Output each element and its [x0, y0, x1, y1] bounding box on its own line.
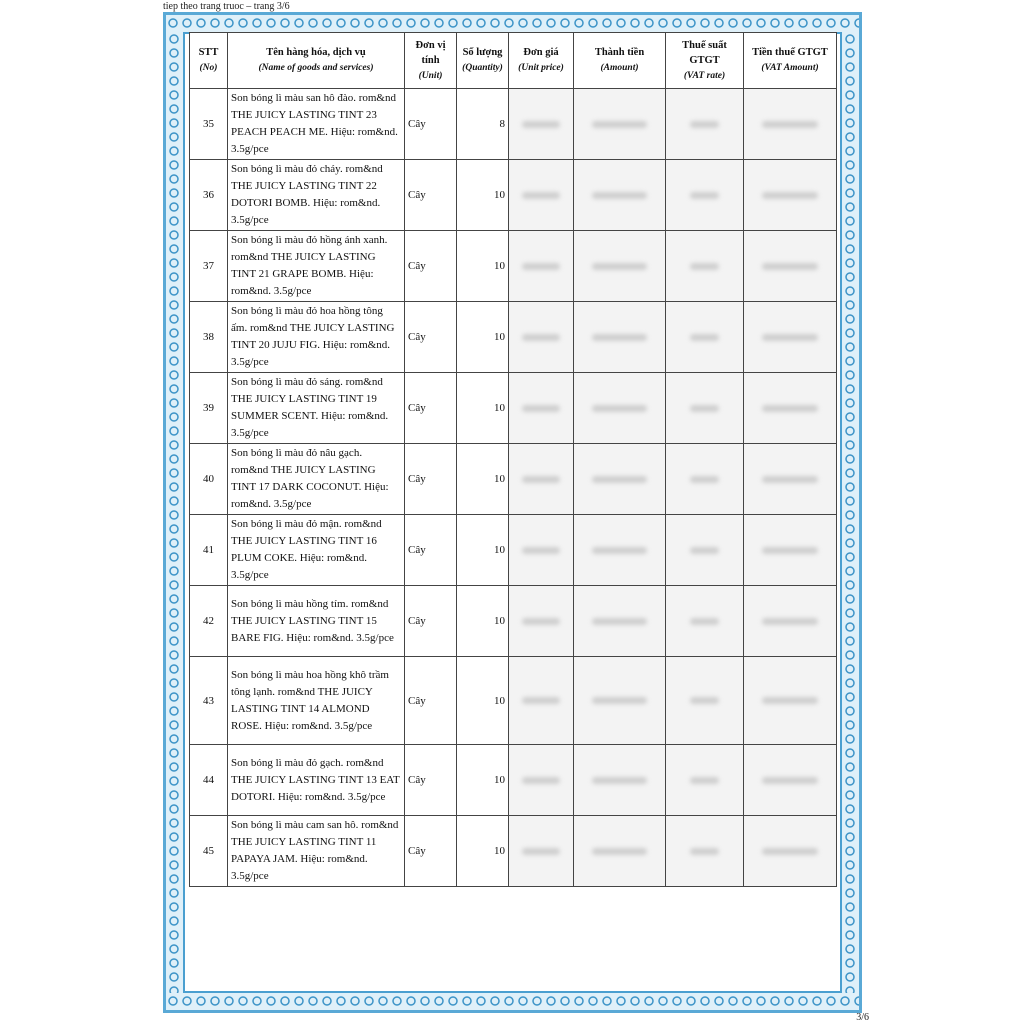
redacted-value — [690, 192, 718, 199]
redacted-value — [762, 547, 818, 554]
redacted-value — [592, 618, 647, 625]
table-row — [190, 231, 837, 302]
vat-amount-redacted — [744, 816, 837, 887]
redacted-value — [762, 618, 818, 625]
item-unit: Cây — [405, 231, 457, 302]
table-row — [190, 89, 837, 160]
vat-rate-redacted — [666, 657, 744, 745]
unit-price-redacted — [509, 586, 574, 657]
redacted-value — [690, 121, 718, 128]
item-name: Son bóng lì màu đỏ nâu gạch. rom&nd THE JUICY LASTING TINT 17 DARK COCONUT. Hiệu: rom&nd. 3.5g/pce — [228, 444, 405, 515]
table-row — [190, 816, 837, 887]
vat-rate-redacted — [666, 515, 744, 586]
table-row — [190, 657, 837, 745]
redacted-value — [522, 547, 560, 554]
redacted-value — [592, 334, 647, 341]
amount-redacted — [574, 89, 666, 160]
table-row — [190, 160, 837, 231]
col-header-quantity: Số lượng (Quantity) — [457, 33, 509, 89]
amount-redacted — [574, 586, 666, 657]
amount-redacted — [574, 160, 666, 231]
col-header-unit-price: Đơn giá (Unit price) — [509, 33, 574, 89]
unit-price-redacted — [509, 745, 574, 816]
redacted-value — [522, 334, 560, 341]
redacted-value — [690, 618, 718, 625]
item-name: Son bóng lì màu đỏ hoa hồng tông ấm. rom&nd THE JUICY LASTING TINT 20 JUJU FIG. Hiệu: rom&nd. 3.5g/pce — [228, 302, 405, 373]
redacted-value — [762, 697, 818, 704]
redacted-value — [762, 192, 818, 199]
ornament-band-left — [166, 32, 185, 993]
vat-rate-redacted — [666, 745, 744, 816]
item-name: Son bóng lì màu cam san hô. rom&nd THE JUICY LASTING TINT 11 PAPAYA JAM. Hiệu: rom&nd. 3.5g/pce — [228, 816, 405, 887]
row-number: 37 — [190, 231, 228, 302]
unit-price-redacted — [509, 231, 574, 302]
item-name: Son bóng lì màu hoa hồng khô trầm tông lạnh. rom&nd THE JUICY LASTING TINT 14 ALMOND ROSE. Hiệu: rom&nd. 3.5g/pce — [228, 657, 405, 745]
unit-price-redacted — [509, 373, 574, 444]
redacted-value — [522, 848, 560, 855]
amount-redacted — [574, 231, 666, 302]
redacted-value — [522, 121, 560, 128]
redacted-value — [690, 476, 718, 483]
redacted-value — [522, 405, 560, 412]
amount-redacted — [574, 373, 666, 444]
row-number: 38 — [190, 302, 228, 373]
redacted-value — [592, 697, 647, 704]
item-unit: Cây — [405, 373, 457, 444]
vat-rate-redacted — [666, 586, 744, 657]
row-number: 39 — [190, 373, 228, 444]
item-quantity: 10 — [457, 302, 509, 373]
table-row — [190, 444, 837, 515]
col-header-amount: Thành tiền (Amount) — [574, 33, 666, 89]
table-row — [190, 745, 837, 816]
redacted-value — [522, 263, 560, 270]
vat-rate-redacted — [666, 160, 744, 231]
item-quantity: 8 — [457, 89, 509, 160]
table-header-row — [190, 33, 837, 89]
redacted-value — [690, 405, 718, 412]
vat-amount-redacted — [744, 657, 837, 745]
table-row — [190, 515, 837, 586]
item-quantity: 10 — [457, 816, 509, 887]
unit-price-redacted — [509, 444, 574, 515]
table-row — [190, 373, 837, 444]
vat-rate-redacted — [666, 444, 744, 515]
redacted-value — [522, 618, 560, 625]
redacted-value — [690, 547, 718, 554]
item-quantity: 10 — [457, 373, 509, 444]
item-unit: Cây — [405, 515, 457, 586]
vat-amount-redacted — [744, 231, 837, 302]
unit-price-redacted — [509, 515, 574, 586]
redacted-value — [690, 263, 718, 270]
redacted-value — [522, 697, 560, 704]
redacted-value — [690, 848, 718, 855]
redacted-value — [592, 848, 647, 855]
item-name: Son bóng lì màu đỏ cháy. rom&nd THE JUICY LASTING TINT 22 DOTORI BOMB. Hiệu: rom&nd. 3.5g/pce — [228, 160, 405, 231]
redacted-value — [592, 777, 647, 784]
ornament-band-bottom — [166, 991, 859, 1010]
vat-amount-redacted — [744, 373, 837, 444]
table-row — [190, 586, 837, 657]
row-number: 43 — [190, 657, 228, 745]
amount-redacted — [574, 816, 666, 887]
vat-rate-redacted — [666, 373, 744, 444]
row-number: 44 — [190, 745, 228, 816]
item-quantity: 10 — [457, 586, 509, 657]
redacted-value — [690, 334, 718, 341]
col-header-name: Tên hàng hóa, dịch vụ (Name of goods and services) — [228, 33, 405, 89]
item-unit: Cây — [405, 586, 457, 657]
item-name: Son bóng lì màu hồng tím. rom&nd THE JUICY LASTING TINT 15 BARE FIG. Hiệu: rom&nd. 3.5g/pce — [228, 586, 405, 657]
redacted-value — [522, 476, 560, 483]
vat-rate-redacted — [666, 302, 744, 373]
col-header-vat-rate: Thuế suất GTGT (VAT rate) — [666, 33, 744, 89]
amount-redacted — [574, 745, 666, 816]
row-number: 35 — [190, 89, 228, 160]
vat-amount-redacted — [744, 160, 837, 231]
row-number: 41 — [190, 515, 228, 586]
redacted-value — [690, 697, 718, 704]
redacted-value — [762, 263, 818, 270]
page-number: 3/6 — [856, 1012, 869, 1023]
redacted-value — [592, 121, 647, 128]
item-unit: Cây — [405, 160, 457, 231]
vat-amount-redacted — [744, 302, 837, 373]
item-unit: Cây — [405, 302, 457, 373]
item-unit: Cây — [405, 444, 457, 515]
row-number: 36 — [190, 160, 228, 231]
ornament-band-right — [840, 32, 859, 993]
item-quantity: 10 — [457, 515, 509, 586]
vat-amount-redacted — [744, 515, 837, 586]
item-unit: Cây — [405, 657, 457, 745]
item-name: Son bóng lì màu san hô đào. rom&nd THE JUICY LASTING TINT 23 PEACH PEACH ME. Hiệu: rom&nd. 3.5g/pce — [228, 89, 405, 160]
row-number: 40 — [190, 444, 228, 515]
amount-redacted — [574, 657, 666, 745]
item-name: Son bóng lì màu đỏ mận. rom&nd THE JUICY LASTING TINT 16 PLUM COKE. Hiệu: rom&nd. 3.5g/pce — [228, 515, 405, 586]
row-number: 42 — [190, 586, 228, 657]
redacted-value — [522, 777, 560, 784]
item-unit: Cây — [405, 816, 457, 887]
amount-redacted — [574, 444, 666, 515]
redacted-value — [592, 476, 647, 483]
redacted-value — [762, 121, 818, 128]
redacted-value — [592, 263, 647, 270]
redacted-value — [762, 777, 818, 784]
amount-redacted — [574, 515, 666, 586]
vat-amount-redacted — [744, 745, 837, 816]
redacted-value — [762, 848, 818, 855]
redacted-value — [592, 547, 647, 554]
item-name: Son bóng lì màu đỏ hồng ánh xanh. rom&nd THE JUICY LASTING TINT 21 GRAPE BOMB. Hiệu: rom&nd. 3.5g/pce — [228, 231, 405, 302]
invoice-items-table — [189, 32, 837, 887]
redacted-value — [690, 777, 718, 784]
item-unit: Cây — [405, 745, 457, 816]
redacted-value — [762, 405, 818, 412]
vat-amount-redacted — [744, 444, 837, 515]
col-header-no: STT (No) — [190, 33, 228, 89]
vat-rate-redacted — [666, 816, 744, 887]
item-quantity: 10 — [457, 657, 509, 745]
item-name: Son bóng lì màu đỏ sáng. rom&nd THE JUICY LASTING TINT 19 SUMMER SCENT. Hiệu: rom&nd. 3.5g/pce — [228, 373, 405, 444]
unit-price-redacted — [509, 89, 574, 160]
redacted-value — [762, 476, 818, 483]
unit-price-redacted — [509, 160, 574, 231]
redacted-value — [592, 192, 647, 199]
item-name: Son bóng lì màu đỏ gạch. rom&nd THE JUICY LASTING TINT 13 EAT DOTORI. Hiệu: rom&nd. 3.5g/pce — [228, 745, 405, 816]
item-quantity: 10 — [457, 231, 509, 302]
redacted-value — [592, 405, 647, 412]
vat-amount-redacted — [744, 89, 837, 160]
continuation-note: tiep theo trang truoc – trang 3/6 — [163, 1, 290, 12]
col-header-vat-amount: Tiền thuế GTGT (VAT Amount) — [744, 33, 837, 89]
unit-price-redacted — [509, 816, 574, 887]
row-number: 45 — [190, 816, 228, 887]
redacted-value — [522, 192, 560, 199]
amount-redacted — [574, 302, 666, 373]
unit-price-redacted — [509, 657, 574, 745]
table-row — [190, 302, 837, 373]
unit-price-redacted — [509, 302, 574, 373]
item-quantity: 10 — [457, 160, 509, 231]
vat-rate-redacted — [666, 231, 744, 302]
item-unit: Cây — [405, 89, 457, 160]
redacted-value — [762, 334, 818, 341]
vat-rate-redacted — [666, 89, 744, 160]
col-header-unit: Đơn vị tính (Unit) — [405, 33, 457, 89]
item-quantity: 10 — [457, 444, 509, 515]
item-quantity: 10 — [457, 745, 509, 816]
vat-amount-redacted — [744, 586, 837, 657]
